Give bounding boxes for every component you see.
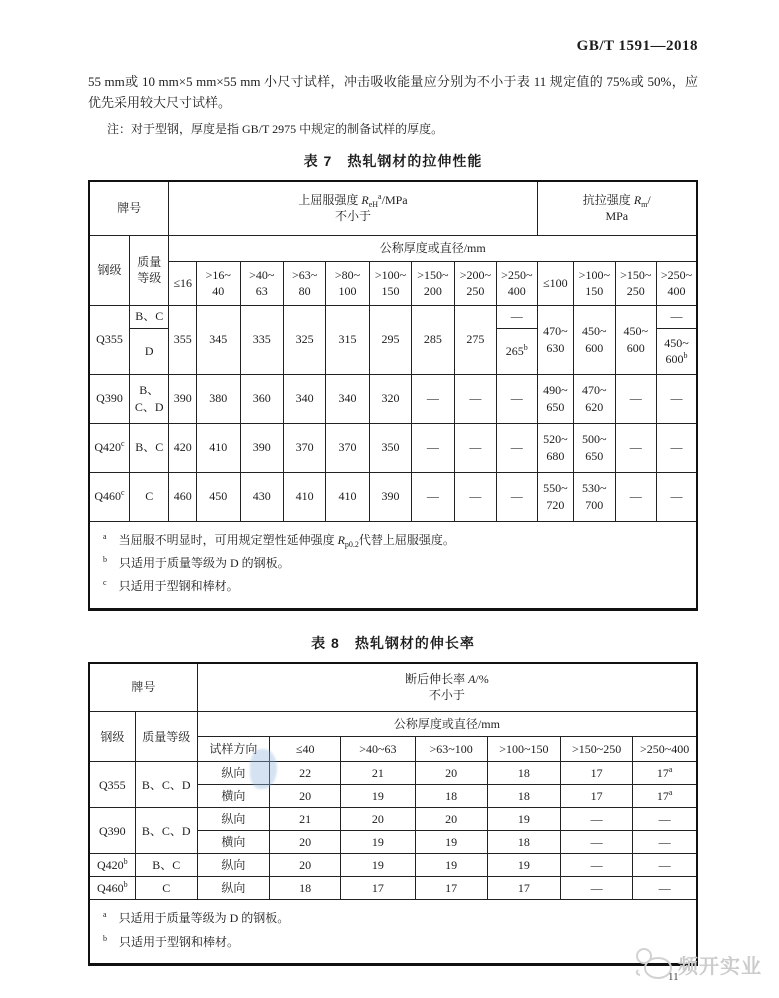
data-cell: 20 [270, 854, 341, 877]
data-cell: 450~ 600 [574, 305, 615, 374]
superscript: a [378, 192, 382, 202]
data-cell: 380 [197, 374, 240, 423]
data-cell: 19 [415, 854, 487, 877]
header-cell: 断后伸长率 A/% 不小于 [197, 663, 697, 712]
data-cell: 390 [169, 374, 197, 423]
table-8-elongation [88, 662, 698, 966]
header-cell: >150~ 250 [615, 261, 656, 305]
page-footer [634, 942, 779, 996]
header-row [89, 235, 697, 261]
italic-symbol: A [468, 672, 476, 687]
header-cell: >150~250 [561, 737, 633, 762]
superscript: b [683, 351, 688, 360]
header-cell: >63~100 [415, 737, 487, 762]
data-cell: — [497, 423, 537, 472]
data-cell: — [615, 423, 656, 472]
data-cell: — [412, 374, 454, 423]
body-paragraph: 55 mm或 10 mm×5 mm×55 mm 小尺寸试样，冲击吸收能量应分别为不小于表 11 规定值的 75%或 50%，应优先采用较大尺寸试样。 [88, 74, 698, 110]
italic-symbol: R [361, 193, 369, 208]
superscript: c [103, 578, 107, 588]
superscript: c [121, 488, 125, 498]
data-cell: 17$^a$ [633, 762, 697, 785]
data-cell: 370 [283, 423, 325, 472]
header-cell: ≤16 [169, 261, 197, 305]
data-row [89, 472, 697, 521]
data-cell: Q420$^c$ [89, 423, 129, 472]
data-cell: 17 [561, 762, 633, 785]
data-row [89, 877, 697, 900]
data-cell: 345 [197, 305, 240, 374]
data-cell: 17 [561, 785, 633, 808]
footnote-line: $^b$ 只适用于质量等级为 D 的钢板。 [103, 554, 290, 570]
data-cell: Q390 [89, 374, 129, 423]
data-cell: 420 [169, 423, 197, 472]
subscript: eH [368, 200, 379, 210]
data-cell: 550~ 720 [537, 472, 574, 521]
data-cell: 纵向 [197, 808, 269, 831]
data-cell: 21 [270, 808, 341, 831]
header-cell: 抗拉强度 $R_m/$ MPa [537, 181, 697, 235]
data-cell: 450~ 600$^b$ [656, 328, 697, 374]
data-cell: 350 [369, 423, 411, 472]
data-cell: 430 [240, 472, 283, 521]
data-cell: — [497, 305, 537, 328]
data-cell: — [656, 472, 697, 521]
data-cell: 17 [341, 877, 415, 900]
superscript: b [123, 857, 128, 867]
header-cell: >200~ 250 [454, 261, 496, 305]
data-cell: B、C、D [129, 374, 168, 423]
header-cell: >100~ 150 [369, 261, 411, 305]
data-cell: 21 [341, 762, 415, 785]
page-number: 11 [668, 971, 679, 983]
table-7-tensile-properties [88, 180, 698, 611]
data-cell: 275 [454, 305, 496, 374]
data-cell: 285 [412, 305, 454, 374]
superscript: b [103, 933, 107, 943]
superscript: a [103, 910, 107, 920]
data-cell: Q460$^c$ [89, 472, 129, 521]
header-cell: 质量等级 [135, 712, 197, 762]
data-cell: — [454, 423, 496, 472]
data-cell: 335 [240, 305, 283, 374]
data-cell: 17 [415, 877, 487, 900]
data-cell: 17 [487, 877, 560, 900]
data-cell: 490~ 650 [537, 374, 574, 423]
data-cell: 22 [270, 762, 341, 785]
data-cell: — [615, 472, 656, 521]
data-row [89, 305, 697, 328]
data-cell: — [454, 472, 496, 521]
data-cell: Q460$^b$ [89, 877, 135, 900]
header-cell: 钢级 [89, 235, 129, 305]
data-cell: C [135, 877, 197, 900]
data-row [89, 854, 697, 877]
footnote-row [89, 521, 697, 609]
data-cell: — [497, 374, 537, 423]
data-cell: 470~ 630 [537, 305, 574, 374]
header-cell: >80~ 100 [326, 261, 369, 305]
data-cell: 325 [283, 305, 325, 374]
header-cell: >250~400 [633, 737, 697, 762]
data-cell: 19 [341, 785, 415, 808]
footnote-cell [89, 900, 697, 965]
data-cell: — [561, 877, 633, 900]
italic-symbol: R [337, 532, 345, 547]
superscript: a [668, 788, 673, 798]
header-row [89, 261, 697, 305]
data-cell: 20 [270, 831, 341, 854]
data-cell: 410 [326, 472, 369, 521]
data-cell: 20 [341, 808, 415, 831]
data-cell: — [454, 374, 496, 423]
data-cell: D [129, 328, 168, 374]
superscript: a [103, 531, 107, 541]
data-cell: B、C、D [135, 808, 197, 854]
data-cell: 横向 [197, 785, 269, 808]
data-cell: 370 [326, 423, 369, 472]
data-cell: — [412, 472, 454, 521]
data-cell: 265$^b$ [497, 328, 537, 374]
standard-number: GB/T 1591—2018 [576, 38, 698, 54]
data-cell: — [633, 808, 697, 831]
footnote-row [89, 900, 697, 965]
italic-symbol: R [633, 193, 642, 208]
data-row [89, 374, 697, 423]
data-cell: Q420$^b$ [89, 854, 135, 877]
header-cell: 钢级 [89, 712, 135, 762]
data-cell: 315 [326, 305, 369, 374]
data-cell: 纵向 [197, 877, 269, 900]
data-cell: 19 [341, 831, 415, 854]
data-cell: 520~ 680 [537, 423, 574, 472]
data-cell: 20 [415, 808, 487, 831]
data-cell: 18 [487, 762, 560, 785]
data-cell: — [561, 808, 633, 831]
data-cell: 390 [240, 423, 283, 472]
data-cell: 295 [369, 305, 411, 374]
superscript: b [523, 342, 528, 352]
subscript: m [641, 200, 648, 210]
header-cell: 试样方向 [197, 737, 269, 762]
data-cell: — [615, 374, 656, 423]
data-cell: 355 [169, 305, 197, 374]
publisher-watermark-text: 频开实业 [678, 956, 762, 978]
header-cell: >100~ 150 [574, 261, 615, 305]
data-cell: 470~ 620 [574, 374, 615, 423]
data-cell: 530~ 700 [574, 472, 615, 521]
header-cell: >100~150 [487, 737, 560, 762]
header-cell: 公称厚度或直径/mm [197, 712, 697, 737]
data-cell: 360 [240, 374, 283, 423]
footnote-line: $^b$ 只适用于型钢和棒材。 [103, 933, 240, 949]
data-cell: — [633, 854, 697, 877]
header-cell: 牌号 [89, 181, 169, 235]
table-8-caption: 表 8 热轧钢材的伸长率 [311, 634, 475, 651]
footnote-line: $^c$ 只适用于型钢和棒材。 [103, 578, 239, 594]
data-cell: — [633, 877, 697, 900]
header-cell: >150~ 200 [412, 261, 454, 305]
data-cell: 320 [369, 374, 411, 423]
data-cell: 20 [415, 762, 487, 785]
header-cell: >40~63 [341, 737, 415, 762]
data-cell: — [656, 423, 697, 472]
data-cell: — [412, 423, 454, 472]
data-cell: B、C [135, 854, 197, 877]
data-cell: 17$^a$ [633, 785, 697, 808]
data-cell: 18 [487, 831, 560, 854]
superscript: b [123, 880, 128, 890]
data-cell: 410 [197, 423, 240, 472]
data-cell: 500~ 650 [574, 423, 615, 472]
header-cell: 牌号 [89, 663, 197, 712]
data-cell: 450~ 600 [615, 305, 656, 374]
header-cell: >250~ 400 [656, 261, 697, 305]
data-cell: 390 [369, 472, 411, 521]
data-cell: 18 [270, 877, 341, 900]
data-row [89, 808, 697, 831]
data-cell: 20 [270, 785, 341, 808]
data-cell: 纵向 [197, 762, 269, 785]
data-cell: — [561, 854, 633, 877]
header-cell: ≤100 [537, 261, 574, 305]
data-cell: 横向 [197, 831, 269, 854]
data-cell: B、C、D [135, 762, 197, 808]
header-cell: >40~ 63 [240, 261, 283, 305]
header-cell: >63~ 80 [283, 261, 325, 305]
data-row [89, 423, 697, 472]
data-cell: — [656, 305, 697, 328]
data-cell: C [129, 472, 168, 521]
content-area [88, 0, 698, 966]
data-cell: 460 [169, 472, 197, 521]
footnote-line: $^a$ 只适用于质量等级为 D 的钢板。 [103, 910, 290, 926]
data-cell: 19 [341, 854, 415, 877]
data-cell: — [497, 472, 537, 521]
data-cell: 450 [197, 472, 240, 521]
header-row [89, 181, 697, 235]
data-cell: — [561, 831, 633, 854]
header-cell: ≤40 [270, 737, 341, 762]
data-cell: 340 [326, 374, 369, 423]
header-cell: >16~ 40 [197, 261, 240, 305]
data-cell: Q355 [89, 762, 135, 808]
data-cell: Q390 [89, 808, 135, 854]
header-row [89, 712, 697, 737]
data-cell: 410 [283, 472, 325, 521]
header-cell: 质量 等级 [129, 235, 168, 305]
table-7-caption: 表 7 热轧钢材的拉伸性能 [303, 153, 483, 169]
superscript: a [668, 765, 673, 775]
data-cell: 18 [487, 785, 560, 808]
data-cell: 19 [415, 831, 487, 854]
header-cell: 公称厚度或直径/mm [169, 235, 697, 261]
data-cell: 340 [283, 374, 325, 423]
subscript: p0.2 [344, 539, 359, 549]
data-row [89, 762, 697, 785]
header-cell: 上屈服强度 $R_{eH}^a$/MPa 不小于 [169, 181, 537, 235]
superscript: c [121, 439, 125, 449]
data-cell: 纵向 [197, 854, 269, 877]
data-cell: 18 [415, 785, 487, 808]
data-cell: — [656, 374, 697, 423]
data-cell: B、C [129, 305, 168, 328]
note-line: 注：对于型钢，厚度是指 GB/T 2975 中规定的制备试样的厚度。 [107, 122, 444, 136]
data-cell: 19 [487, 808, 560, 831]
data-cell: Q355 [89, 305, 129, 374]
header-cell: >250~ 400 [497, 261, 537, 305]
data-cell: B、C [129, 423, 168, 472]
header-row [89, 663, 697, 712]
data-cell: 19 [487, 854, 560, 877]
footnote-line: $^a$ 当屈服不明显时，可用规定塑性延伸强度 $R_{p0.2}$代替上屈服强度。 [103, 531, 455, 549]
data-cell: — [633, 831, 697, 854]
footnote-cell [89, 521, 697, 609]
superscript: b [103, 554, 107, 564]
